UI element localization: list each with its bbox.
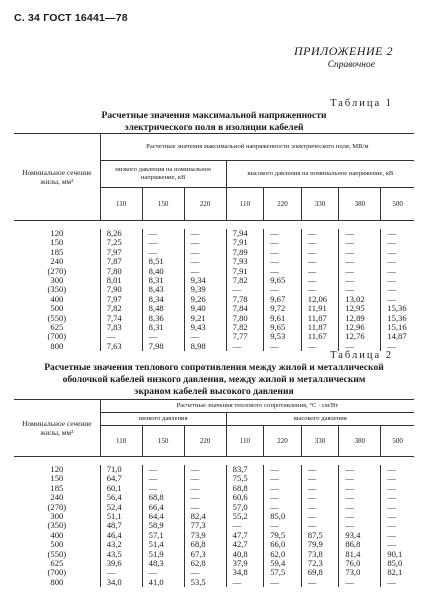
value-cell: —	[184, 229, 226, 238]
value-cell: 7,78	[226, 295, 264, 304]
value-cell: 85,0	[264, 512, 302, 521]
table2-voltage: 150	[142, 426, 184, 457]
table2-voltage: 110	[226, 426, 264, 457]
value-cell: 11,87	[301, 323, 339, 332]
value-cell: —	[142, 484, 184, 493]
value-cell: —	[100, 332, 142, 341]
value-cell: 8,51	[142, 257, 184, 266]
value-cell: 9,53	[264, 332, 302, 341]
value-cell: 79,9	[301, 540, 339, 549]
section-cell: 185	[50, 246, 64, 257]
section-cell: 120	[50, 464, 64, 474]
table2-voltage: 220	[184, 426, 226, 457]
value-cell: 57,5	[264, 568, 302, 577]
value-cell: 64,4	[142, 512, 184, 521]
value-cell: —	[381, 531, 414, 540]
table-row	[14, 474, 414, 483]
value-cell: —	[381, 521, 414, 530]
value-cell: —	[226, 521, 264, 530]
value-cell: 7,80	[226, 314, 264, 323]
value-cell: —	[381, 512, 414, 521]
value-cell: 62,0	[264, 550, 302, 559]
value-cell: 59,4	[264, 559, 302, 568]
value-cell: —	[264, 503, 302, 512]
value-cell: —	[184, 493, 226, 502]
value-cell: 76,0	[339, 559, 381, 568]
value-cell: 9,43	[184, 323, 226, 332]
value-cell: 8,36	[142, 314, 184, 323]
value-cell: 11,87	[301, 314, 339, 323]
value-cell: 8,40	[142, 267, 184, 276]
value-cell: 57,0	[226, 503, 264, 512]
value-cell: 57,1	[142, 531, 184, 540]
section-cell: (350)	[47, 284, 67, 295]
value-cell: —	[142, 248, 184, 257]
value-cell: —	[184, 568, 226, 577]
value-cell: 55,2	[226, 512, 264, 521]
value-cell: —	[264, 257, 302, 266]
value-cell: —	[301, 474, 339, 483]
value-cell: 48,3	[142, 559, 184, 568]
value-cell: 7,80	[100, 267, 142, 276]
value-cell: 7,91	[226, 238, 264, 247]
value-cell: 13,02	[339, 295, 381, 304]
value-cell: —	[264, 521, 302, 530]
value-cell: —	[381, 342, 414, 351]
value-cell: 12,96	[339, 323, 381, 332]
value-cell: 7,82	[226, 323, 264, 332]
value-cell: —	[381, 257, 414, 266]
value-cell: 52,4	[100, 503, 142, 512]
table1	[14, 133, 414, 351]
value-cell: —	[381, 295, 414, 304]
table-row	[14, 465, 414, 474]
value-cell: 86,8	[339, 540, 381, 549]
value-cell: —	[301, 267, 339, 276]
value-cell: 7,82	[100, 304, 142, 313]
section-cell: 120	[50, 228, 64, 238]
value-cell: —	[301, 229, 339, 238]
value-cell: 42,7	[226, 540, 264, 549]
section-cell: (270)	[47, 265, 67, 276]
table2-number: Таблица 2	[330, 350, 393, 361]
value-cell: 48,7	[100, 521, 142, 530]
value-cell: —	[264, 248, 302, 257]
value-cell: 8,01	[100, 276, 142, 285]
table-row	[14, 332, 414, 341]
table-row	[14, 503, 414, 512]
value-cell: —	[264, 229, 302, 238]
value-cell: 66,4	[142, 503, 184, 512]
value-cell: 34,0	[100, 578, 142, 587]
value-cell: —	[301, 342, 339, 351]
value-cell: 46,4	[100, 531, 142, 540]
value-cell: 37,9	[226, 559, 264, 568]
value-cell: —	[142, 474, 184, 483]
value-cell: —	[339, 474, 381, 483]
table-row	[14, 484, 414, 493]
value-cell: 47,7	[226, 531, 264, 540]
table2-title-line3: экраном кабелей высокого давления	[134, 386, 294, 397]
table1-voltage: 220	[264, 188, 302, 221]
value-cell: 51,4	[142, 540, 184, 549]
value-cell: —	[339, 521, 381, 530]
value-cell: —	[301, 493, 339, 502]
value-cell: 68,8	[184, 540, 226, 549]
table-row	[14, 229, 414, 238]
value-cell: 43,5	[100, 550, 142, 559]
table2-section-header: Номинальное сечение жилы, мм²	[22, 419, 92, 437]
value-cell: —	[264, 493, 302, 502]
value-cell: 9,67	[264, 295, 302, 304]
value-cell: —	[142, 465, 184, 474]
value-cell: —	[301, 465, 339, 474]
value-cell: 73,9	[184, 531, 226, 540]
value-cell: —	[339, 465, 381, 474]
value-cell: —	[142, 332, 184, 341]
table1-title-line1: Расчетные значения максимальной напряженности	[101, 110, 327, 121]
value-cell: —	[339, 578, 381, 587]
value-cell: —	[339, 484, 381, 493]
value-cell: 9,34	[184, 276, 226, 285]
value-cell: —	[264, 484, 302, 493]
page-header: С. 34 ГОСТ 16441—78	[14, 12, 128, 24]
value-cell: 64,7	[100, 474, 142, 483]
value-cell: 7,93	[226, 257, 264, 266]
table2-group-header: Расчетные значения теплового сопротивления, °С · см/Вт	[100, 400, 414, 413]
value-cell: 87,5	[301, 531, 339, 540]
value-cell: 77,3	[184, 521, 226, 530]
appendix-subtitle: Справочное	[327, 60, 375, 70]
table2-voltage: 220	[264, 426, 302, 457]
value-cell: —	[142, 229, 184, 238]
value-cell: 9,21	[184, 314, 226, 323]
table1-title	[14, 110, 414, 134]
table1-voltage: 380	[339, 188, 381, 221]
value-cell: —	[381, 229, 414, 238]
value-cell: 68,8	[142, 493, 184, 502]
table2-voltage: 330	[301, 426, 339, 457]
section-cell: (350)	[47, 520, 67, 531]
table1-voltage: 500	[381, 188, 414, 221]
value-cell: 11,91	[301, 304, 339, 313]
value-cell: —	[301, 521, 339, 530]
value-cell: 8,43	[142, 285, 184, 294]
value-cell: —	[381, 267, 414, 276]
value-cell: —	[226, 578, 264, 587]
value-cell: —	[339, 267, 381, 276]
value-cell: —	[184, 332, 226, 341]
value-cell: 8,98	[184, 342, 226, 351]
table1-group-header: Расчетные значения максимальной напряженности электрического поля, МВ/м	[100, 134, 414, 161]
table-row	[14, 238, 414, 247]
table1-number: Таблица 1	[330, 98, 393, 109]
value-cell: —	[264, 285, 302, 294]
section-cell: 500	[50, 303, 64, 314]
value-cell: —	[100, 568, 142, 577]
value-cell: 9,72	[264, 304, 302, 313]
value-cell: 43,2	[100, 540, 142, 549]
section-cell: (700)	[47, 331, 67, 342]
value-cell: 71,0	[100, 465, 142, 474]
value-cell: 67,3	[184, 550, 226, 559]
value-cell: 9,40	[184, 304, 226, 313]
value-cell: —	[339, 257, 381, 266]
value-cell: 53,5	[184, 578, 226, 587]
value-cell: —	[184, 484, 226, 493]
section-cell: 240	[50, 492, 64, 503]
value-cell: —	[381, 578, 414, 587]
value-cell: —	[301, 578, 339, 587]
value-cell: —	[381, 474, 414, 483]
value-cell: —	[381, 465, 414, 474]
value-cell: —	[226, 285, 264, 294]
section-cell: 150	[50, 473, 64, 484]
value-cell: —	[301, 484, 339, 493]
table-row	[14, 493, 414, 502]
value-cell: —	[339, 503, 381, 512]
value-cell: 7,82	[226, 276, 264, 285]
table1-section-header: Номинальное сечение жилы, мм²	[22, 168, 92, 186]
value-cell: —	[184, 257, 226, 266]
section-cell: 300	[50, 511, 64, 522]
value-cell: 15,16	[381, 323, 414, 332]
table1-voltage: 110	[100, 188, 142, 221]
value-cell: 15,36	[381, 304, 414, 313]
value-cell: 81,4	[339, 550, 381, 559]
value-cell: —	[301, 285, 339, 294]
value-cell: —	[184, 503, 226, 512]
value-cell: 82,1	[381, 568, 414, 577]
value-cell: 15,36	[381, 314, 414, 323]
value-cell: 68,8	[226, 484, 264, 493]
value-cell: —	[381, 493, 414, 502]
value-cell: 51,9	[142, 550, 184, 559]
value-cell: —	[301, 238, 339, 247]
table2-high-header: высокого давления	[226, 413, 414, 426]
value-cell: 58,9	[142, 521, 184, 530]
value-cell: 85,0	[381, 559, 414, 568]
value-cell: —	[339, 285, 381, 294]
value-cell: 12,89	[339, 314, 381, 323]
value-cell: 7,77	[226, 332, 264, 341]
value-cell: 7,97	[100, 248, 142, 257]
value-cell: —	[381, 540, 414, 549]
value-cell: —	[339, 276, 381, 285]
section-cell: 800	[50, 576, 64, 587]
section-cell: (550)	[47, 312, 67, 323]
table-row	[14, 578, 414, 587]
value-cell: —	[301, 276, 339, 285]
value-cell: —	[264, 267, 302, 276]
value-cell: 39,6	[100, 559, 142, 568]
value-cell: 9,65	[264, 323, 302, 332]
value-cell: —	[381, 238, 414, 247]
value-cell: 7,25	[100, 238, 142, 247]
value-cell: —	[142, 238, 184, 247]
table2	[14, 399, 414, 587]
value-cell: —	[301, 257, 339, 266]
table2-title-line1: Расчетные значения теплового сопротивления между жилой и металлической	[44, 362, 384, 373]
table2-voltage: 500	[381, 426, 414, 457]
table2-title-line2: оболочкой кабелей низкого давления, между жилой и металлическим	[62, 374, 366, 385]
value-cell: 7,63	[100, 342, 142, 351]
value-cell: 69,8	[301, 568, 339, 577]
section-cell: 800	[50, 340, 64, 351]
value-cell: 7,91	[226, 267, 264, 276]
value-cell: 7,94	[226, 229, 264, 238]
value-cell: 7,97	[100, 295, 142, 304]
value-cell: 60,1	[100, 484, 142, 493]
value-cell: —	[264, 238, 302, 247]
value-cell: —	[381, 285, 414, 294]
value-cell: 8,26	[100, 229, 142, 238]
value-cell: 12,06	[301, 295, 339, 304]
value-cell: —	[301, 248, 339, 257]
value-cell: —	[184, 267, 226, 276]
table1-voltage: 330	[301, 188, 339, 221]
table2-voltage: 380	[339, 426, 381, 457]
value-cell: 7,90	[100, 285, 142, 294]
value-cell: 41,0	[142, 578, 184, 587]
section-cell: 625	[50, 558, 64, 569]
value-cell: —	[264, 342, 302, 351]
table-row	[14, 568, 414, 577]
value-cell: —	[301, 512, 339, 521]
value-cell: 7,84	[226, 304, 264, 313]
section-cell: (270)	[47, 501, 67, 512]
section-cell: 625	[50, 322, 64, 333]
value-cell: 12,76	[339, 332, 381, 341]
section-cell: 185	[50, 482, 64, 493]
table1-low-header: низкого давления на номинальное напряжение, кВ	[100, 161, 226, 188]
value-cell: —	[381, 503, 414, 512]
value-cell: 7,89	[226, 248, 264, 257]
value-cell: 12,95	[339, 304, 381, 313]
value-cell: —	[184, 474, 226, 483]
value-cell: —	[301, 503, 339, 512]
table-row	[14, 512, 414, 521]
table2-low-header: низкого давления	[100, 413, 226, 426]
value-cell: 40,8	[226, 550, 264, 559]
table1-title-line2: электрического поля в изоляции кабелей	[124, 122, 304, 133]
section-cell: 400	[50, 293, 64, 304]
value-cell: —	[381, 248, 414, 257]
value-cell: —	[264, 465, 302, 474]
value-cell: 9,65	[264, 276, 302, 285]
value-cell: —	[339, 248, 381, 257]
value-cell: 7,74	[100, 314, 142, 323]
value-cell: 51,1	[100, 512, 142, 521]
section-cell: 150	[50, 237, 64, 248]
value-cell: —	[264, 474, 302, 483]
value-cell: 14,87	[381, 332, 414, 341]
table-row	[14, 257, 414, 266]
section-cell: (550)	[47, 548, 67, 559]
value-cell: —	[264, 578, 302, 587]
section-cell: (700)	[47, 567, 67, 578]
table1-high-header: высокого давления на номинальное напряжение, кВ	[226, 161, 414, 188]
value-cell: —	[184, 248, 226, 257]
value-cell: 9,61	[264, 314, 302, 323]
value-cell: —	[184, 238, 226, 247]
table-row	[14, 276, 414, 285]
value-cell: —	[339, 512, 381, 521]
value-cell: 7,98	[142, 342, 184, 351]
value-cell: 56,4	[100, 493, 142, 502]
value-cell: 73,0	[339, 568, 381, 577]
value-cell: 83,7	[226, 465, 264, 474]
section-cell: 400	[50, 529, 64, 540]
value-cell: —	[142, 568, 184, 577]
value-cell: —	[184, 465, 226, 474]
appendix-title: ПРИЛОЖЕНИЕ 2	[294, 44, 393, 58]
value-cell: 82,4	[184, 512, 226, 521]
value-cell: 8,31	[142, 323, 184, 332]
table-row	[14, 248, 414, 257]
table1-voltage: 150	[142, 188, 184, 221]
value-cell: 34,8	[226, 568, 264, 577]
value-cell: —	[339, 229, 381, 238]
value-cell: 75,5	[226, 474, 264, 483]
table1-voltage: 110	[226, 188, 264, 221]
value-cell: 11,67	[301, 332, 339, 341]
value-cell: 8,34	[142, 295, 184, 304]
table2-voltage: 110	[100, 426, 142, 457]
value-cell: 93,4	[339, 531, 381, 540]
section-cell: 300	[50, 275, 64, 286]
value-cell: 90,1	[381, 550, 414, 559]
value-cell: 7,87	[100, 257, 142, 266]
section-cell: 500	[50, 539, 64, 550]
value-cell: —	[339, 493, 381, 502]
value-cell: 66,0	[264, 540, 302, 549]
value-cell: 9,26	[184, 295, 226, 304]
value-cell: 72,3	[301, 559, 339, 568]
section-cell: 240	[50, 256, 64, 267]
value-cell: —	[381, 484, 414, 493]
value-cell: 8,48	[142, 304, 184, 313]
value-cell: 62,8	[184, 559, 226, 568]
value-cell: 8,31	[142, 276, 184, 285]
table1-voltage: 220	[184, 188, 226, 221]
value-cell: —	[339, 238, 381, 247]
value-cell: 60,6	[226, 493, 264, 502]
value-cell: 73,8	[301, 550, 339, 559]
table2-title	[14, 362, 414, 398]
value-cell: —	[381, 276, 414, 285]
table-row	[14, 267, 414, 276]
value-cell: 79,5	[264, 531, 302, 540]
value-cell: —	[226, 342, 264, 351]
value-cell: 7,83	[100, 323, 142, 332]
value-cell: 9,39	[184, 285, 226, 294]
value-cell: —	[339, 342, 381, 351]
